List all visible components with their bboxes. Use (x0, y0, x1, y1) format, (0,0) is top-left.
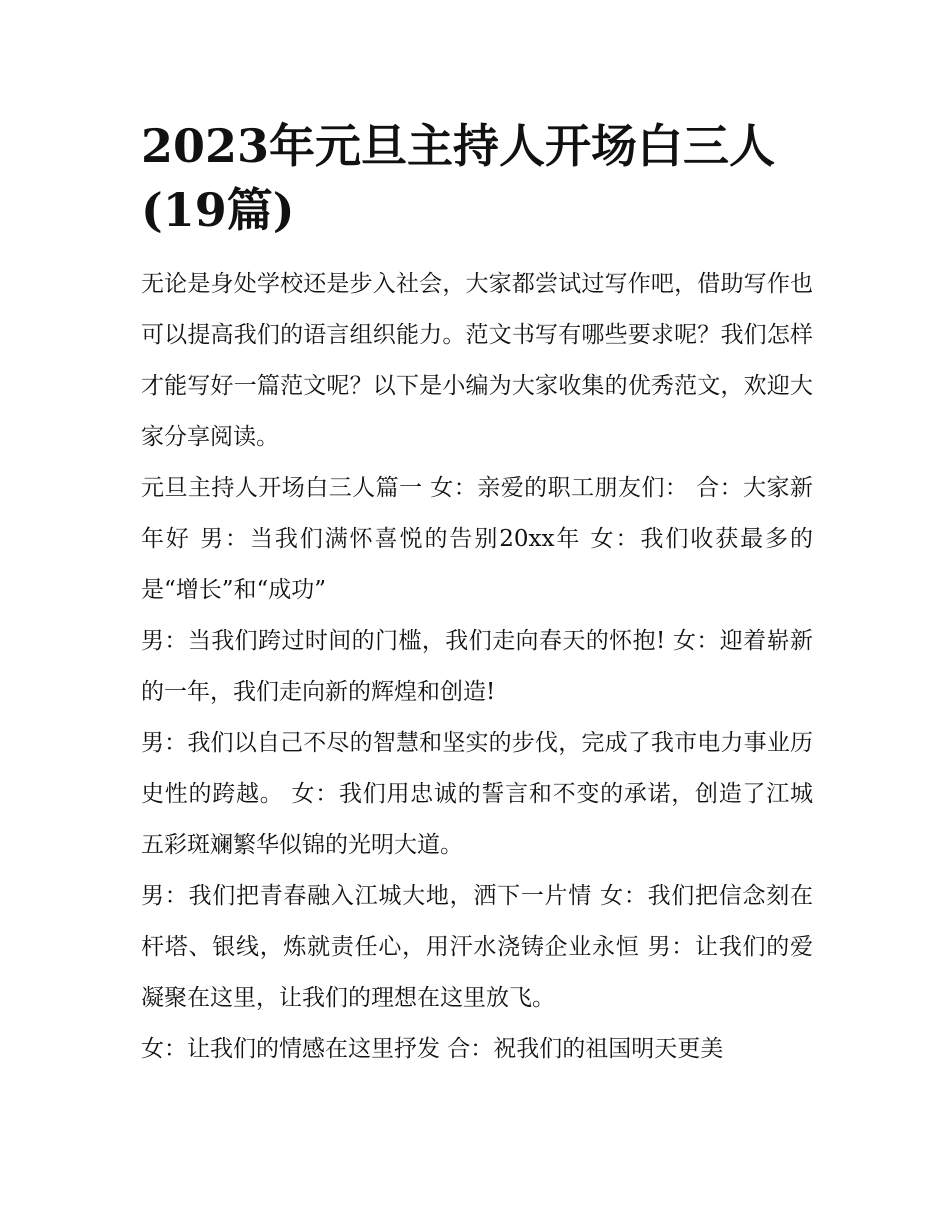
paragraph-2: 男：当我们跨过时间的门槛，我们走向春天的怀抱! 女：迎着崭新的一年，我们走向新的辉煌和创造! (141, 628, 813, 705)
document-page (141, 114, 813, 1075)
document-title: 2023年元旦主持人开场白三人(19篇) (141, 119, 776, 237)
paragraph-3: 男：我们以自己不尽的智慧和坚实的步伐，完成了我市电力事业历史性的跨越。 女：我们用忠诚的誓言和不变的承诺，创造了江城五彩斑斓繁华似锦的光明大道。 (141, 730, 813, 858)
paragraph-1: 元旦主持人开场白三人篇一 女：亲爱的职工朋友们： 合：大家新年好 男：当我们满怀喜悦的告别20xx年 女：我们收获最多的是“增长”和“成功” (141, 475, 813, 603)
paragraph-4: 男：我们把青春融入江城大地，洒下一片情 女：我们把信念刻在杆塔、银线，炼就责任心，用汗水浇铸企业永恒 男：让我们的爱凝聚在这里，让我们的理想在这里放飞。 (141, 883, 813, 1011)
paragraph-5: 女：让我们的情感在这里抒发 合：祝我们的祖国明天更美 (141, 1036, 724, 1062)
paragraph-intro: 无论是身处学校还是步入社会，大家都尝试过写作吧，借助写作也可以提高我们的语言组织能力。范文书写有哪些要求呢？我们怎样才能写好一篇范文呢？以下是小编为大家收集的优秀范文，欢迎大家分享阅读。 (141, 271, 813, 450)
